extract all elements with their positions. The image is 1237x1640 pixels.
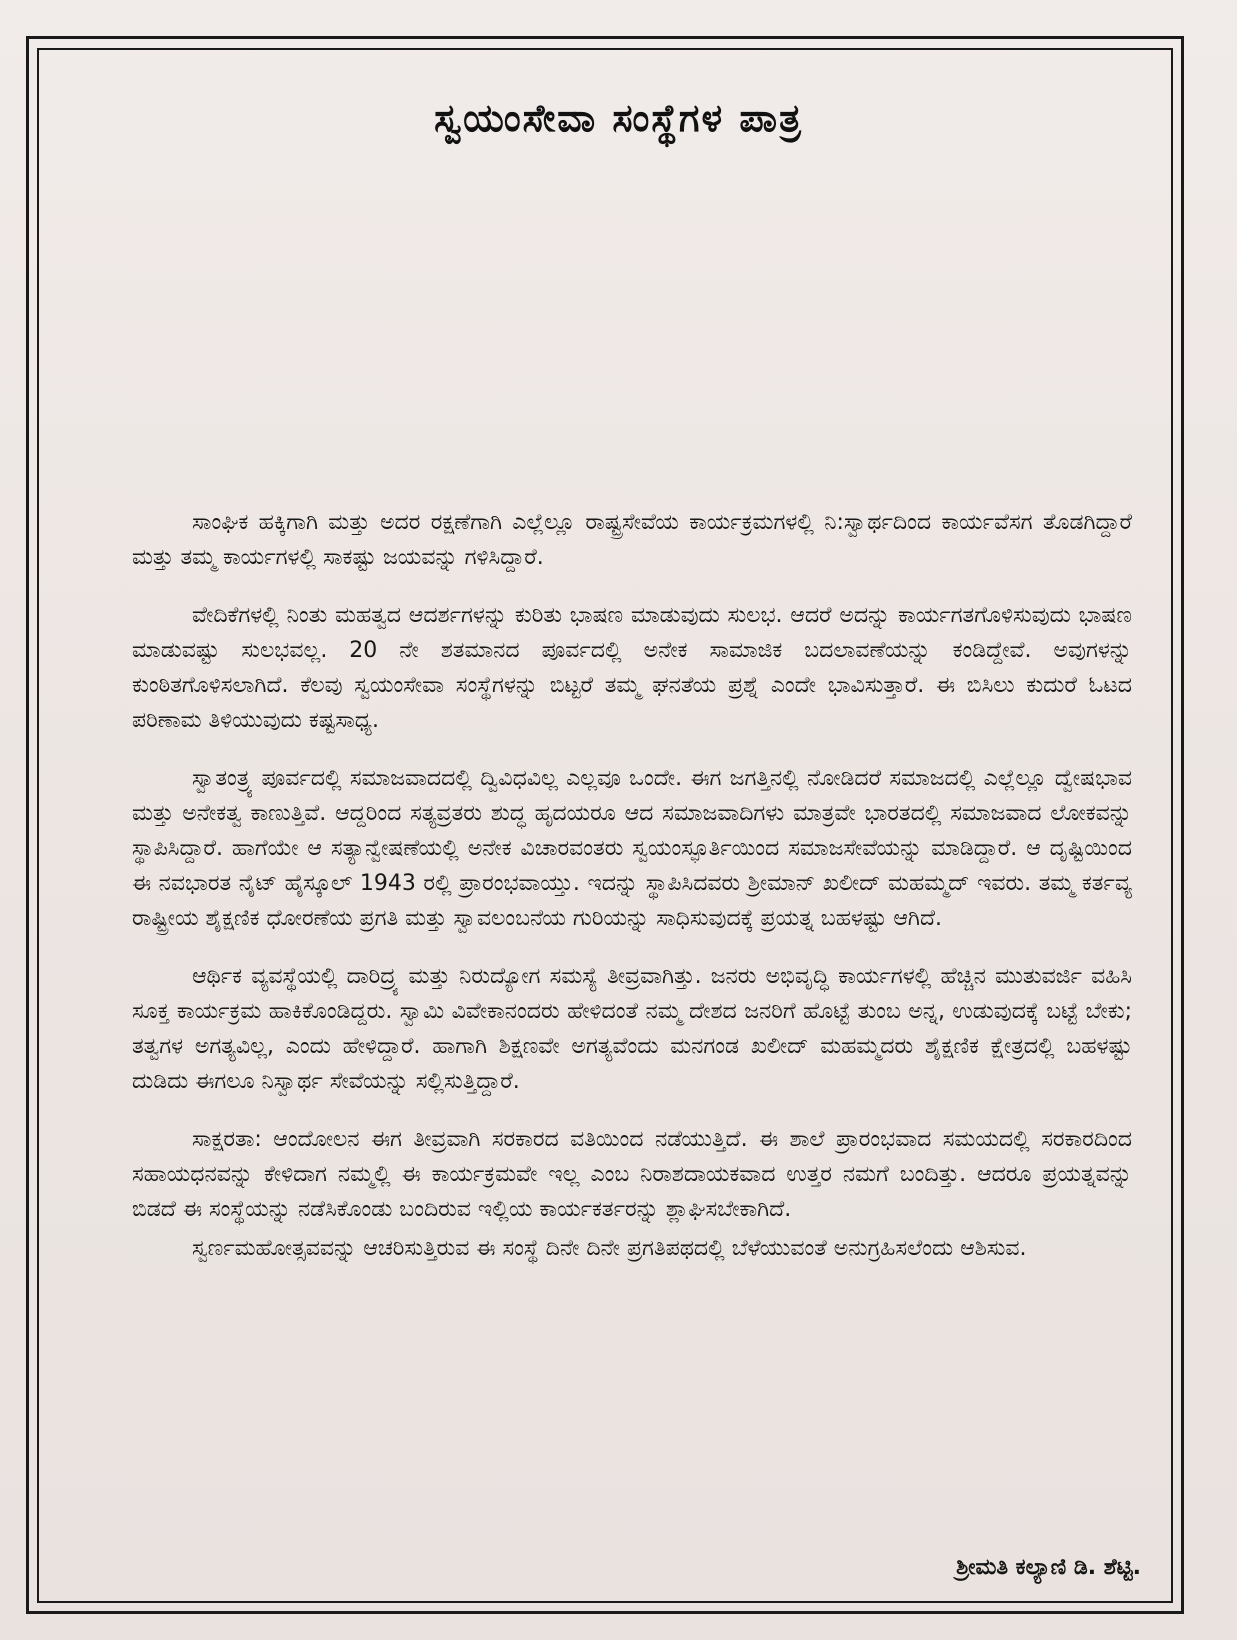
paragraph-4: ಆರ್ಥಿಕ ವ್ಯವಸ್ಥೆಯಲ್ಲಿ ದಾರಿದ್ರ್ಯ ಮತ್ತು ನಿರುದ್ಯೋಗ ಸಮಸ್ಯೆ ತೀವ್ರವಾಗಿತ್ತು. ಜನರು ಅಭಿವೃದ್ಧಿ ಕಾರ್ಯಗಳಲ್ಲಿ ಹೆಚ್ಚಿನ ಮುತುವರ್ಜಿ ವಹಿಸಿ ಸೂಕ್ತ ಕಾರ್ಯಕ್ರಮ ಹಾಕಿಕೊಂಡಿದ್ದರು. ಸ್ವಾಮಿ ವಿವೇಕಾನಂದರು ಹೇಳಿದಂತೆ ನಮ್ಮ ದೇಶದ ಜನರಿಗೆ ಹೊಟ್ಟೆ ತುಂಬ ಅನ್ನ, ಉಡುವುದಕ್ಕೆ ಬಟ್ಟೆ ಬೇಕು; ತತ್ವಗಳ ಅಗತ್ಯವಿಲ್ಲ, ಎಂದು ಹೇಳಿದ್ದಾರೆ. ಹಾಗಾಗಿ ಶಿಕ್ಷಣವೇ ಅಗತ್ಯವೆಂದು ಮನಗಂಡ ಖಲೀದ್ ಮಹಮ್ಮದರು ಶೈಕ್ಷಣಿಕ ಕ್ಷೇತ್ರದಲ್ಲಿ ಬಹಳಷ್ಟು ದುಡಿದು ಈಗಲೂ ನಿಸ್ವಾರ್ಥ ಸೇವೆಯನ್ನು ಸಲ್ಲಿಸುತ್ತಿದ್ದಾರೆ. [132, 964, 1132, 1094]
article-body [132, 505, 1132, 1289]
paragraph-5: ಸಾಕ್ಷರತಾ: ಆಂದೋಲನ ಈಗ ತೀವ್ರವಾಗಿ ಸರಕಾರದ ವತಿಯಿಂದ ನಡೆಯುತ್ತಿದೆ. ಈ ಶಾಲೆ ಪ್ರಾರಂಭವಾದ ಸಮಯದಲ್ಲಿ ಸರಕಾರದಿಂದ ಸಹಾಯಧನವನ್ನು ಕೇಳಿದಾಗ ನಮ್ಮಲ್ಲಿ ಈ ಕಾರ್ಯಕ್ರಮವೇ ಇಲ್ಲ ಎಂಬ ನಿರಾಶದಾಯಕವಾದ ಉತ್ತರ ನಮಗೆ ಬಂದಿತ್ತು. ಆದರೂ ಪ್ರಯತ್ನವನ್ನು ಬಿಡದೆ ಈ ಸಂಸ್ಥೆಯನ್ನು ನಡೆಸಿಕೊಂಡು ಬಂದಿರುವ ಇಲ್ಲಿಯ ಕಾರ್ಯಕರ್ತರನ್ನು ಶ್ಲಾಘಿಸಬೇಕಾಗಿದೆ. [132, 1127, 1132, 1222]
paragraph-1: ಸಾಂಘಿಕ ಹಕ್ಕಿಗಾಗಿ ಮತ್ತು ಅದರ ರಕ್ಷಣೆಗಾಗಿ ಎಲ್ಲೆಲ್ಲೂ ರಾಷ್ಟ್ರಸೇವೆಯ ಕಾರ್ಯಕ್ರಮಗಳಲ್ಲಿ ನಿ:ಸ್ವಾರ್ಥದಿಂದ ಕಾರ್ಯವೆಸಗ ತೊಡಗಿದ್ದಾರೆ ಮತ್ತು ತಮ್ಮ ಕಾರ್ಯಗಳಲ್ಲಿ ಸಾಕಷ್ಟು ಜಯವನ್ನು ಗಳಿಸಿದ್ದಾರೆ. [132, 510, 1132, 570]
paragraph-2: ವೇದಿಕೆಗಳಲ್ಲಿ ನಿಂತು ಮಹತ್ವದ ಆದರ್ಶಗಳನ್ನು ಕುರಿತು ಭಾಷಣ ಮಾಡುವುದು ಸುಲಭ. ಆದರೆ ಅದನ್ನು ಕಾರ್ಯಗತಗೊಳಿಸುವುದು ಭಾಷಣ ಮಾಡುವಷ್ಟು ಸುಲಭವಲ್ಲ. 20 ನೇ ಶತಮಾನದ ಪೂರ್ವದಲ್ಲಿ ಅನೇಕ ಸಾಮಾಜಿಕ ಬದಲಾವಣೆಯನ್ನು ಕಂಡಿದ್ದೇವೆ. ಅವುಗಳನ್ನು ಕುಂಠಿತಗೊಳಿಸಲಾಗಿದೆ. ಕೆಲವು ಸ್ವಯಂಸೇವಾ ಸಂಸ್ಥೆಗಳನ್ನು ಬಿಟ್ಟರೆ ತಮ್ಮ ಘನತೆಯ ಪ್ರಶ್ನೆ ಎಂದೇ ಭಾವಿಸುತ್ತಾರೆ. ಈ ಬಿಸಿಲು ಕುದುರೆ ಓಟದ ಪರಿಣಾಮ ತಿಳಿಯುವುದು ಕಷ್ಟಸಾಧ್ಯ. [132, 603, 1132, 733]
article-title: ಸ್ವಯಂಸೇವಾ ಸಂಸ್ಥೆಗಳ ಪಾತ್ರ [434, 96, 803, 140]
paragraph-6: ಸ್ವರ್ಣಮಹೋತ್ಸವವನ್ನು ಆಚರಿಸುತ್ತಿರುವ ಈ ಸಂಸ್ಥೆ ದಿನೇ ದಿನೇ ಪ್ರಗತಿಪಥದಲ್ಲಿ ಬೆಳೆಯುವಂತೆ ಅನುಗ್ರಹಿಸಲೆಂದು ಆಶಿಸುವ. [192, 1236, 1027, 1261]
author-signature: ಶ್ರೀಮತಿ ಕಲ್ಯಾಣಿ ಡಿ. ಶೆಟ್ಟಿ. [956, 1555, 1141, 1580]
paragraph-3: ಸ್ವಾತಂತ್ರ್ಯ ಪೂರ್ವದಲ್ಲಿ ಸಮಾಜವಾದದಲ್ಲಿ ದ್ವಿವಿಧವಿಲ್ಲ ಎಲ್ಲವೂ ಒಂದೇ. ಈಗ ಜಗತ್ತಿನಲ್ಲಿ ನೋಡಿದರೆ ಸಮಾಜದಲ್ಲಿ ಎಲ್ಲೆಲ್ಲೂ ದ್ವೇಷಭಾವ ಮತ್ತು ಅನೇಕತ್ವ ಕಾಣುತ್ತಿವೆ. ಆದ್ದರಿಂದ ಸತ್ಯವ್ರತರು ಶುದ್ಧ ಹೃದಯರೂ ಆದ ಸಮಾಜವಾದಿಗಳು ಮಾತ್ರವೇ ಭಾರತದಲ್ಲಿ ಸಮಾಜವಾದ ಲೋಕವನ್ನು ಸ್ಥಾಪಿಸಿದ್ದಾರೆ. ಹಾಗೆಯೇ ಆ ಸತ್ಯಾನ್ವೇಷಣೆಯಲ್ಲಿ ಅನೇಕ ವಿಚಾರವಂತರು ಸ್ವಯಂಸ್ಫೂರ್ತಿಯಿಂದ ಸಮಾಜಸೇವೆಯನ್ನು ಮಾಡಿದ್ದಾರೆ. ಆ ದೃಷ್ಟಿಯಿಂದ ಈ ನವಭಾರತ ನೈಟ್ ಹೈಸ್ಕೂಲ್ 1943 ರಲ್ಲಿ ಪ್ರಾರಂಭವಾಯ್ತು. ಇದನ್ನು ಸ್ಥಾಪಿಸಿದವರು ಶ್ರೀಮಾನ್ ಖಲೀದ್ ಮಹಮ್ಮದ್ ಇವರು. ತಮ್ಮ ಕರ್ತವ್ಯ ರಾಷ್ಟ್ರೀಯ ಶೈಕ್ಷಣಿಕ ಧೋರಣೆಯ ಪ್ರಗತಿ ಮತ್ತು ಸ್ವಾವಲಂಬನೆಯ ಗುರಿಯನ್ನು ಸಾಧಿಸುವುದಕ್ಕೆ ಪ್ರಯತ್ನ ಬಹಳಷ್ಟು ಆಗಿದೆ. [132, 766, 1132, 931]
